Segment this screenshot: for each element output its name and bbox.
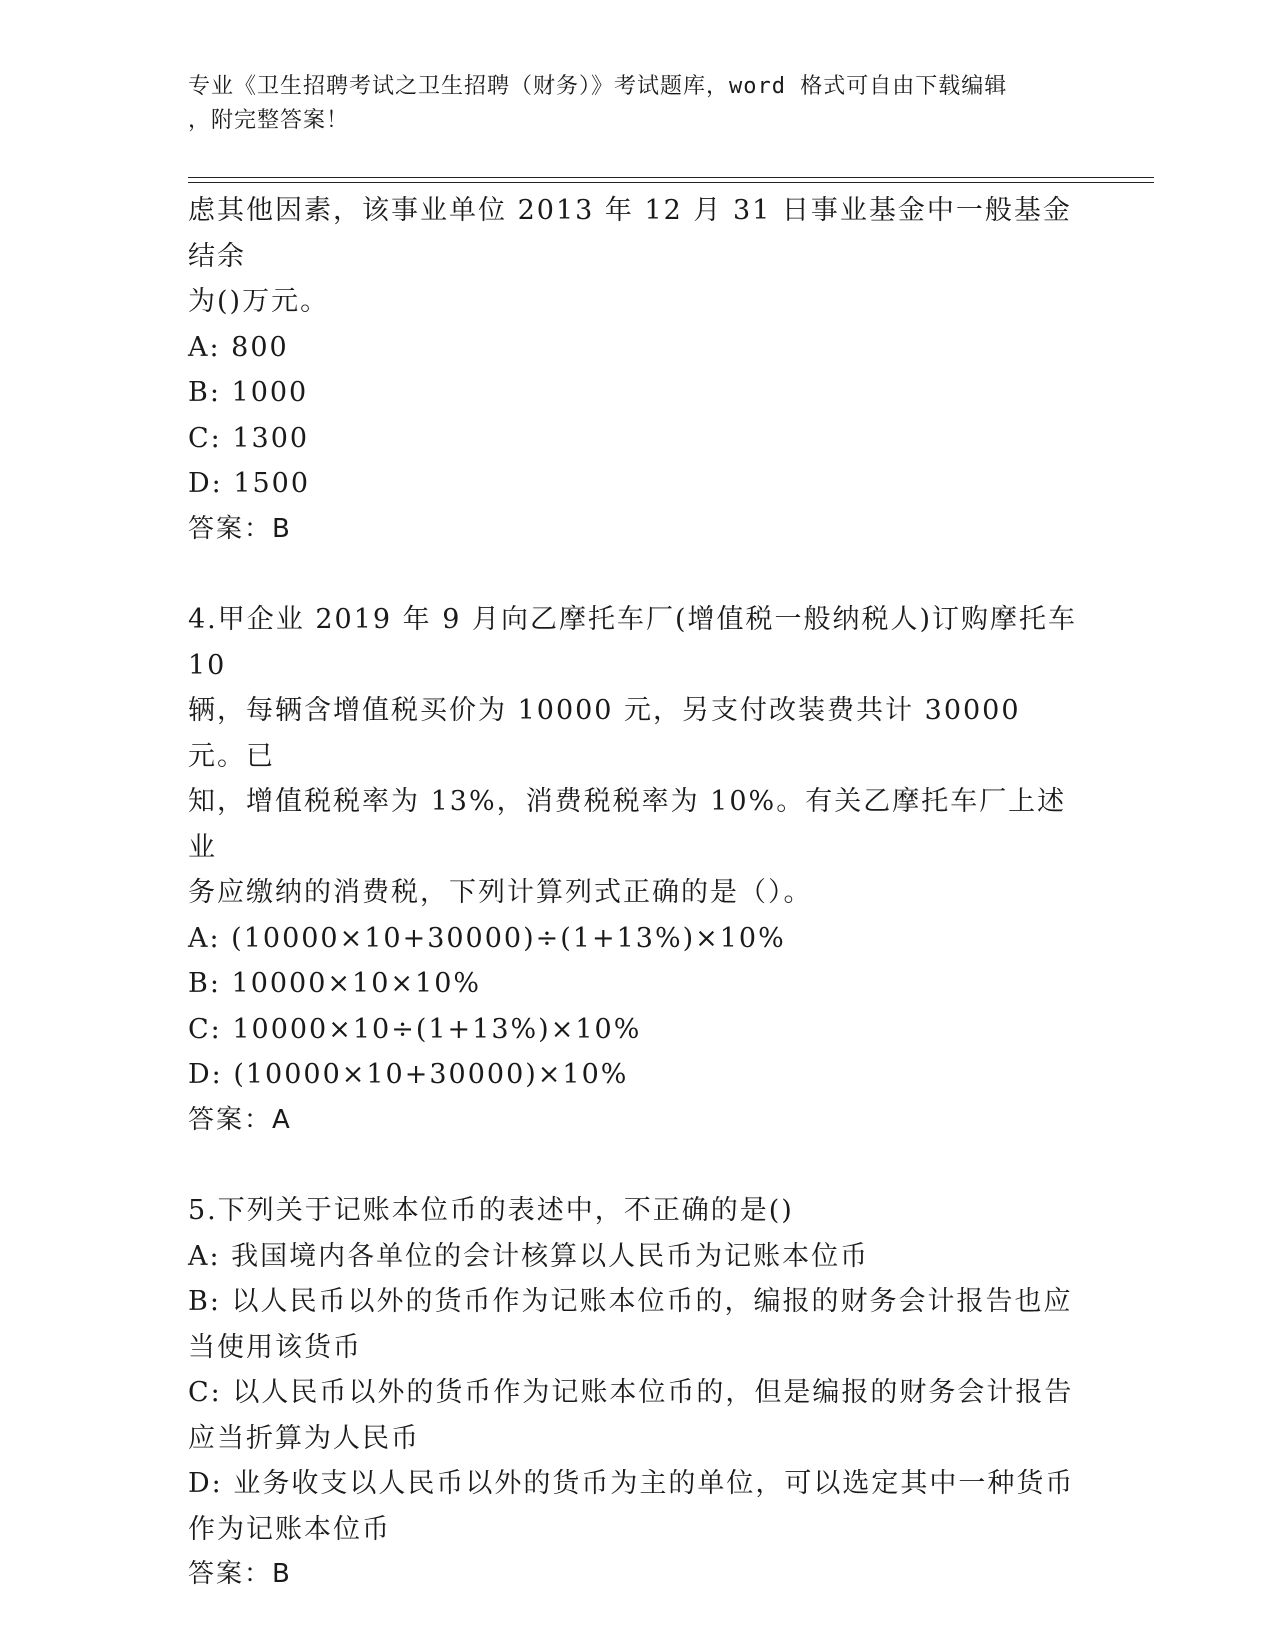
question-4	[188, 597, 1088, 1143]
question-stem: 辆，每辆含增值税买价为 10000 元，另支付改装费共计 30000 元。已	[188, 695, 1021, 772]
option-c-continued: 应当折算为人民币	[188, 1422, 420, 1454]
answer-label: 答案：B	[188, 1559, 292, 1589]
page-header	[188, 70, 1088, 138]
option-a: A: 800	[188, 331, 289, 363]
spacer	[188, 1143, 1088, 1188]
option-b-continued: 当使用该货币	[188, 1331, 362, 1363]
option-b: B: 以人民币以外的货币作为记账本位币的，编报的财务会计报告也应	[188, 1286, 1073, 1317]
header-divider-bottom	[188, 182, 1154, 183]
option-a: A: 我国境内各单位的会计核算以人民币为记账本位币	[188, 1240, 870, 1272]
spacer	[188, 552, 1088, 597]
header-line-1: 专业《卫生招聘考试之卫生招聘（财务）》考试题库，word 格式可自由下载编辑	[188, 74, 1008, 99]
option-b: B: 1000	[188, 377, 309, 408]
question-stem: 务应缴纳的消费税，下列计算列式正确的是（）。	[188, 877, 813, 908]
option-c: C: 10000×10÷(1+13%)×10%	[188, 1013, 642, 1045]
answer-label: 答案：B	[188, 513, 292, 544]
question-content	[188, 188, 1088, 1598]
question-stem: 4.甲企业 2019 年 9 月向乙摩托车厂(增值税一般纳税人)订购摩托车 10	[188, 604, 1078, 681]
question-5	[188, 1188, 1088, 1598]
question-stem: 为()万元。	[188, 286, 330, 317]
question-stem: 虑其他因素，该事业单位 2013 年 12 月 31 日事业基金中一般基金结余	[188, 195, 1072, 272]
option-d: D: 业务收支以人民币以外的货币为主的单位，可以选定其中一种货币	[188, 1468, 1075, 1499]
answer-label: 答案：A	[188, 1104, 292, 1135]
option-d: D: (10000×10+30000)×10%	[188, 1059, 629, 1090]
option-c: C: 1300	[188, 422, 310, 454]
option-b: B: 10000×10×10%	[188, 968, 482, 999]
option-a: A: (10000×10+30000)÷(1+13%)×10%	[188, 922, 786, 954]
header-divider-top	[188, 177, 1154, 178]
question-3	[188, 188, 1088, 552]
option-c: C: 以人民币以外的货币作为记账本位币的，但是编报的财务会计报告	[188, 1377, 1074, 1408]
question-stem: 知，增值税税率为 13%，消费税税率为 10%。有关乙摩托车厂上述业	[188, 786, 1067, 863]
option-d-continued: 作为记账本位币	[188, 1513, 391, 1545]
option-d: D: 1500	[188, 468, 311, 499]
header-line-2: ，附完整答案！	[188, 108, 350, 133]
question-stem: 5.下列关于记账本位币的表述中，不正确的是()	[188, 1195, 794, 1226]
